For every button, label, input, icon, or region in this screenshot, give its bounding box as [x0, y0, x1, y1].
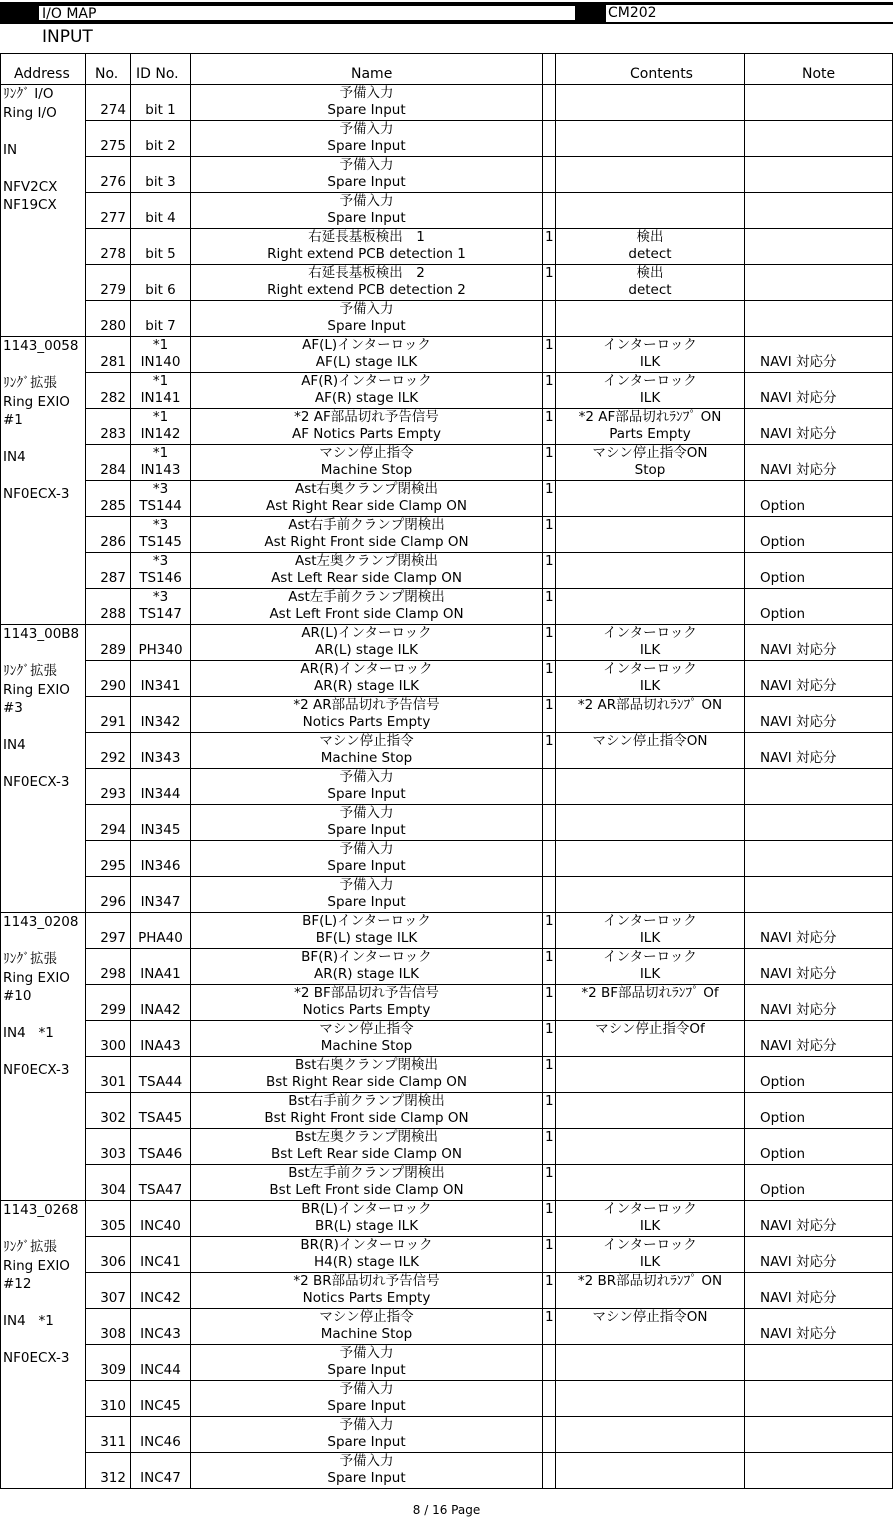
row-note: NAVI 対応分	[760, 1254, 837, 1270]
row-id: bit 4	[145, 210, 176, 226]
table-header	[0, 53, 893, 84]
row-note: Option	[760, 570, 806, 586]
row-name-en: Bst Left Front side Clamp ON	[269, 1182, 464, 1198]
row-contents-bottom: detect	[628, 246, 672, 262]
row-name-en: Machine Stop	[320, 1038, 413, 1054]
row-no: 302	[100, 1110, 126, 1126]
row-flag: 1	[545, 985, 554, 1001]
row-note: NAVI 対応分	[760, 462, 837, 478]
row-no: 289	[100, 642, 126, 658]
row-name-jp: *2 AR部品切れ予告信号	[293, 697, 440, 713]
row-id: TSA44	[138, 1074, 183, 1090]
row-name-en: BF(L) stage ILK	[315, 930, 418, 946]
row-no: 300	[100, 1038, 126, 1054]
row-id-top: *1	[152, 373, 169, 389]
table-top-border	[0, 53, 893, 54]
row-no: 283	[100, 426, 126, 442]
row-id: PHA40	[138, 930, 183, 946]
row-no: 282	[100, 390, 126, 406]
row-name-jp: 予備入力	[339, 1381, 394, 1397]
row-name-jp: 予備入力	[339, 85, 394, 101]
row-no: 298	[100, 966, 126, 982]
row-name-jp: Bst左手前クランプ閉検出	[288, 1165, 445, 1181]
row-name-en: Machine Stop	[320, 1326, 413, 1342]
row-contents-bottom: ILK	[639, 642, 661, 658]
row-name-jp: 予備入力	[339, 841, 394, 857]
row-no: 312	[100, 1470, 126, 1486]
page-number: 8 / 16 Page	[412, 1503, 481, 1517]
row-name-jp: Ast右手前クランプ閉検出	[288, 517, 445, 533]
row-name-jp: *2 BR部品切れ予告信号	[293, 1273, 440, 1289]
row-contents-top: インターロック	[603, 1201, 697, 1217]
row-name-jp: マシン停止指令	[319, 1021, 414, 1037]
address-line: ﾘﾝｸﾞ拡張	[3, 375, 57, 391]
row-id: INC46	[140, 1434, 181, 1450]
row-flag: 1	[545, 1201, 554, 1217]
row-id: IN342	[140, 714, 181, 730]
address-line: Ring EXIO	[3, 393, 70, 410]
row-name-en: Spare Input	[327, 102, 406, 118]
row-no: 311	[100, 1434, 126, 1450]
row-name-en: Spare Input	[327, 174, 406, 190]
row-id-top: *1	[152, 445, 169, 461]
row-no: 308	[100, 1326, 126, 1342]
column-divider	[0, 53, 1, 1489]
row-flag: 1	[545, 1057, 554, 1073]
row-note: NAVI 対応分	[760, 354, 837, 370]
row-no: 301	[100, 1074, 126, 1090]
row-name-en: BR(L) stage ILK	[314, 1218, 419, 1234]
row-id: TSA47	[138, 1182, 183, 1198]
row-name-en: Bst Left Rear side Clamp ON	[271, 1146, 462, 1162]
row-contents-top: マシン停止指令ON	[592, 445, 708, 461]
address-line: #12	[3, 1276, 32, 1292]
section-title: INPUT	[42, 27, 93, 47]
address-line: Ring EXIO	[3, 969, 70, 986]
address-line: IN4 *1	[3, 1025, 54, 1041]
row-name-en: Notics Parts Empty	[302, 1290, 431, 1306]
row-flag: 1	[545, 1237, 554, 1253]
row-contents-bottom: ILK	[639, 390, 661, 406]
row-flag: 1	[545, 265, 554, 281]
row-name-en: H4(R) stage ILK	[313, 1254, 420, 1270]
row-no: 295	[100, 858, 126, 874]
row-divider	[0, 1488, 893, 1489]
row-id: IN140	[140, 354, 181, 370]
row-flag: 1	[545, 373, 554, 389]
row-id: IN143	[140, 462, 181, 478]
row-name-jp: マシン停止指令	[319, 1309, 414, 1325]
row-flag: 1	[545, 625, 554, 641]
address-line: IN4 *1	[3, 1313, 54, 1329]
row-no: 287	[100, 570, 126, 586]
row-name-en: Ast Left Rear side Clamp ON	[271, 570, 462, 586]
row-contents-bottom: ILK	[639, 354, 661, 370]
row-id: INA42	[140, 1002, 181, 1018]
row-id: TS145	[139, 534, 182, 550]
row-name-jp: 予備入力	[339, 1417, 394, 1433]
row-note: Option	[760, 1182, 806, 1198]
row-note: Option	[760, 534, 806, 550]
row-contents-top: マシン停止指令ON	[592, 1309, 708, 1325]
column-divider	[744, 53, 745, 1489]
row-contents-bottom: ILK	[639, 1254, 661, 1270]
model-label: CM202	[606, 5, 893, 22]
row-name-en: AF(L) stage ILK	[315, 354, 418, 370]
col-no: No.	[95, 66, 119, 82]
row-name-jp: AR(R)インターロック	[300, 661, 433, 677]
row-name-jp: *2 AF部品切れ予告信号	[294, 409, 439, 425]
row-name-en: Right extend PCB detection 1	[267, 246, 466, 262]
row-name-jp: 予備入力	[339, 193, 394, 209]
row-no: 303	[100, 1146, 126, 1162]
row-name-en: Spare Input	[327, 1362, 406, 1378]
row-id: INA43	[140, 1038, 181, 1054]
row-name-en: Ast Right Front side Clamp ON	[264, 534, 469, 550]
row-flag: 1	[545, 733, 554, 749]
row-note: Option	[760, 1110, 806, 1126]
row-id: IN142	[140, 426, 181, 442]
row-name-jp: 予備入力	[339, 769, 394, 785]
row-name-jp: 予備入力	[339, 301, 394, 317]
row-contents-top: *2 BR部品切れﾗﾝﾌﾟ ON	[577, 1273, 723, 1289]
row-contents-top: マシン停止指令ON	[592, 733, 708, 749]
row-no: 286	[100, 534, 126, 550]
row-name-jp: AR(L)インターロック	[301, 625, 432, 641]
title-bar	[0, 2, 893, 24]
row-no: 275	[100, 138, 126, 154]
row-name-en: AR(L) stage ILK	[314, 642, 419, 658]
row-id: bit 5	[145, 246, 176, 262]
row-id: bit 7	[145, 318, 176, 334]
row-name-en: Spare Input	[327, 1470, 406, 1486]
row-id-top: *1	[152, 409, 169, 425]
row-contents-bottom: detect	[628, 282, 672, 298]
address-line: NF0ECX-3	[3, 774, 70, 790]
row-name-en: Spare Input	[327, 858, 406, 874]
row-note: NAVI 対応分	[760, 1326, 837, 1342]
row-id-top: *3	[152, 553, 169, 569]
row-id: bit 1	[145, 102, 176, 118]
row-note: NAVI 対応分	[760, 1218, 837, 1234]
row-contents-top: 検出	[636, 229, 664, 245]
row-name-en: Ast Left Front side Clamp ON	[269, 606, 464, 622]
row-id: INC44	[140, 1362, 181, 1378]
row-contents-top: インターロック	[603, 337, 697, 353]
row-name-jp: BF(L)インターロック	[302, 913, 431, 929]
row-flag: 1	[545, 949, 554, 965]
row-id: IN141	[140, 390, 181, 406]
row-note: NAVI 対応分	[760, 1038, 837, 1054]
row-name-jp: 予備入力	[339, 121, 394, 137]
row-name-en: Spare Input	[327, 1398, 406, 1414]
row-name-jp: 右延長基板検出 1	[308, 229, 425, 245]
row-flag: 1	[545, 661, 554, 677]
row-note: NAVI 対応分	[760, 750, 837, 766]
row-no: 274	[100, 102, 126, 118]
row-flag: 1	[545, 553, 554, 569]
row-contents-top: インターロック	[603, 373, 697, 389]
col-contents: Contents	[630, 66, 693, 82]
col-address: Address	[14, 66, 70, 82]
row-note: NAVI 対応分	[760, 1002, 837, 1018]
row-id: INC40	[140, 1218, 181, 1234]
row-id: PH340	[138, 642, 183, 658]
row-flag: 1	[545, 1021, 554, 1037]
column-divider	[542, 53, 543, 1489]
row-note: NAVI 対応分	[760, 966, 837, 982]
row-contents-bottom: Parts Empty	[609, 426, 691, 442]
col-note: Note	[802, 66, 836, 82]
row-contents-top: マシン停止指令Of	[595, 1021, 705, 1037]
address-line: 1143_0208	[3, 914, 79, 930]
row-flag: 1	[545, 229, 554, 245]
row-contents-bottom: Stop	[634, 462, 666, 478]
row-name-jp: Bst右手前クランプ閉検出	[288, 1093, 445, 1109]
row-name-jp: 予備入力	[339, 1345, 394, 1361]
row-id: INC42	[140, 1290, 181, 1306]
row-name-jp: AF(R)インターロック	[301, 373, 432, 389]
row-flag: 1	[545, 589, 554, 605]
address-line: NFV2CX	[3, 178, 58, 195]
address-line: #10	[3, 988, 32, 1004]
row-flag: 1	[545, 337, 554, 353]
row-flag: 1	[545, 1309, 554, 1325]
row-name-en: Spare Input	[327, 822, 406, 838]
row-name-en: Spare Input	[327, 894, 406, 910]
row-no: 276	[100, 174, 126, 190]
row-id-top: *1	[152, 337, 169, 353]
row-contents-top: インターロック	[603, 949, 697, 965]
column-divider	[130, 53, 131, 1489]
row-id: IN347	[140, 894, 181, 910]
row-name-en: AF(R) stage ILK	[314, 390, 419, 406]
address-line: IN	[3, 141, 18, 158]
row-id: IN345	[140, 822, 181, 838]
address-line: NF0ECX-3	[3, 1062, 70, 1078]
row-name-en: Notics Parts Empty	[302, 714, 431, 730]
row-name-jp: 予備入力	[339, 157, 394, 173]
row-no: 309	[100, 1362, 126, 1378]
address-line: NF19CX	[3, 197, 57, 213]
row-contents-top: *2 BF部品切れﾗﾝﾌﾟ Of	[581, 985, 719, 1001]
row-no: 290	[100, 678, 126, 694]
row-id: TS144	[139, 498, 182, 514]
row-id: IN341	[140, 678, 181, 694]
row-name-en: Spare Input	[327, 786, 406, 802]
row-note: NAVI 対応分	[760, 678, 837, 694]
row-name-en: Ast Right Rear side Clamp ON	[265, 498, 468, 514]
row-name-en: Spare Input	[327, 1434, 406, 1450]
row-no: 284	[100, 462, 126, 478]
row-id-top: *3	[152, 481, 169, 497]
address-line: 1143_00B8	[3, 626, 80, 642]
row-no: 293	[100, 786, 126, 802]
row-no: 305	[100, 1218, 126, 1234]
address-line: Ring I/O	[3, 104, 57, 121]
row-name-en: Right extend PCB detection 2	[267, 282, 466, 298]
row-note: NAVI 対応分	[760, 1290, 837, 1306]
row-contents-top: インターロック	[603, 913, 697, 929]
row-flag: 1	[545, 697, 554, 713]
address-line: 1143_0268	[3, 1202, 79, 1218]
row-flag: 1	[545, 913, 554, 929]
row-no: 306	[100, 1254, 126, 1270]
row-id-top: *3	[152, 589, 169, 605]
row-flag: 1	[545, 1093, 554, 1109]
row-no: 278	[100, 246, 126, 262]
address-line: IN4	[3, 737, 26, 753]
row-note: NAVI 対応分	[760, 426, 837, 442]
row-no: 281	[100, 354, 126, 370]
row-flag: 1	[545, 445, 554, 461]
row-id: TS146	[139, 570, 182, 586]
row-name-jp: Ast左奥クランプ閉検出	[294, 553, 439, 569]
row-contents-bottom: ILK	[639, 1218, 661, 1234]
row-contents-top: 検出	[636, 265, 664, 281]
row-note: NAVI 対応分	[760, 390, 837, 406]
row-name-en: Spare Input	[327, 318, 406, 334]
row-no: 299	[100, 1002, 126, 1018]
row-name-jp: マシン停止指令	[319, 445, 414, 461]
row-name-en: AF Notics Parts Empty	[292, 426, 441, 442]
row-contents-bottom: ILK	[639, 678, 661, 694]
row-no: 307	[100, 1290, 126, 1306]
row-name-jp: 右延長基板検出 2	[308, 265, 425, 281]
row-no: 279	[100, 282, 126, 298]
row-flag: 1	[545, 1165, 554, 1181]
row-name-en: Bst Right Front side Clamp ON	[264, 1110, 469, 1126]
row-name-jp: Ast左手前クランプ閉検出	[288, 589, 445, 605]
row-flag: 1	[545, 481, 554, 497]
row-no: 294	[100, 822, 126, 838]
row-id: INC43	[140, 1326, 181, 1342]
row-no: 280	[100, 318, 126, 334]
row-name-en: Machine Stop	[320, 750, 413, 766]
address-line: IN4	[3, 449, 26, 465]
address-line: Ring EXIO	[3, 681, 70, 698]
row-flag: 1	[545, 517, 554, 533]
row-no: 285	[100, 498, 126, 514]
row-name-jp: *2 BF部品切れ予告信号	[294, 985, 439, 1001]
row-flag: 1	[545, 1129, 554, 1145]
row-name-jp: AF(L)インターロック	[302, 337, 431, 353]
row-name-en: AR(R) stage ILK	[314, 966, 419, 982]
row-note: NAVI 対応分	[760, 930, 837, 946]
col-name: Name	[351, 66, 393, 82]
row-id: IN343	[140, 750, 181, 766]
row-name-en: Machine Stop	[320, 462, 413, 478]
row-flag: 1	[545, 1273, 554, 1289]
col-id-no: ID No.	[136, 66, 179, 82]
row-note: Option	[760, 606, 806, 622]
address-line: NF0ECX-3	[3, 1350, 70, 1366]
row-id: INC47	[140, 1470, 181, 1486]
row-contents-bottom: ILK	[639, 966, 661, 982]
row-name-en: Spare Input	[327, 138, 406, 154]
row-name-jp: 予備入力	[339, 1453, 394, 1469]
row-name-jp: Ast右奥クランプ閉検出	[294, 481, 439, 497]
row-no: 304	[100, 1182, 126, 1198]
row-id: INC45	[140, 1398, 181, 1414]
row-contents-top: *2 AF部品切れﾗﾝﾌﾟ ON	[578, 409, 722, 425]
row-note: Option	[760, 498, 806, 514]
row-id: TS147	[139, 606, 182, 622]
row-note: Option	[760, 1146, 806, 1162]
row-no: 277	[100, 210, 126, 226]
row-note: Option	[760, 1074, 806, 1090]
row-no: 288	[100, 606, 126, 622]
address-line: ﾘﾝｸﾞ拡張	[3, 1239, 57, 1255]
row-name-jp: BR(L)インターロック	[301, 1201, 432, 1217]
row-id: INA41	[140, 966, 181, 982]
row-name-jp: Bst左奥クランプ閉検出	[294, 1129, 439, 1145]
row-flag: 1	[545, 409, 554, 425]
row-no: 297	[100, 930, 126, 946]
column-divider	[85, 53, 86, 1489]
row-no: 292	[100, 750, 126, 766]
row-id: bit 6	[145, 282, 176, 298]
address-line: #1	[3, 412, 23, 428]
row-name-en: AR(R) stage ILK	[314, 678, 419, 694]
row-name-jp: Bst右奥クランプ閉検出	[294, 1057, 439, 1073]
row-note: NAVI 対応分	[760, 714, 837, 730]
row-id-top: *3	[152, 517, 169, 533]
document-title: I/O MAP	[38, 5, 576, 21]
address-line: NF0ECX-3	[3, 486, 70, 502]
row-name-jp: BF(R)インターロック	[301, 949, 432, 965]
row-name-en: Notics Parts Empty	[302, 1002, 431, 1018]
row-id: bit 3	[145, 174, 176, 190]
row-contents-top: *2 AR部品切れﾗﾝﾌﾟ ON	[577, 697, 723, 713]
address-line: #3	[3, 700, 23, 716]
row-id: IN346	[140, 858, 181, 874]
address-line: ﾘﾝｸﾞ拡張	[3, 663, 57, 679]
row-name-jp: 予備入力	[339, 805, 394, 821]
row-name-jp: 予備入力	[339, 877, 394, 893]
row-id: IN344	[140, 786, 181, 802]
row-name-jp: BR(R)インターロック	[300, 1237, 433, 1253]
row-name-en: Spare Input	[327, 210, 406, 226]
address-line: ﾘﾝｸﾞ拡張	[3, 951, 57, 967]
address-line: 1143_0058	[3, 338, 79, 354]
row-contents-top: インターロック	[603, 661, 697, 677]
row-name-en: Bst Right Rear side Clamp ON	[265, 1074, 468, 1090]
row-note: NAVI 対応分	[760, 642, 837, 658]
row-no: 291	[100, 714, 126, 730]
row-contents-top: インターロック	[603, 1237, 697, 1253]
row-contents-top: インターロック	[603, 625, 697, 641]
row-no: 310	[100, 1398, 126, 1414]
row-id: bit 2	[145, 138, 176, 154]
row-id: TSA46	[138, 1146, 183, 1162]
row-id: INC41	[140, 1254, 181, 1270]
row-id: TSA45	[138, 1110, 183, 1126]
address-line: Ring EXIO	[3, 1257, 70, 1274]
row-no: 296	[100, 894, 126, 910]
row-contents-bottom: ILK	[639, 930, 661, 946]
address-line: ﾘﾝｸﾞ I/O	[3, 86, 54, 102]
row-name-jp: マシン停止指令	[319, 733, 414, 749]
